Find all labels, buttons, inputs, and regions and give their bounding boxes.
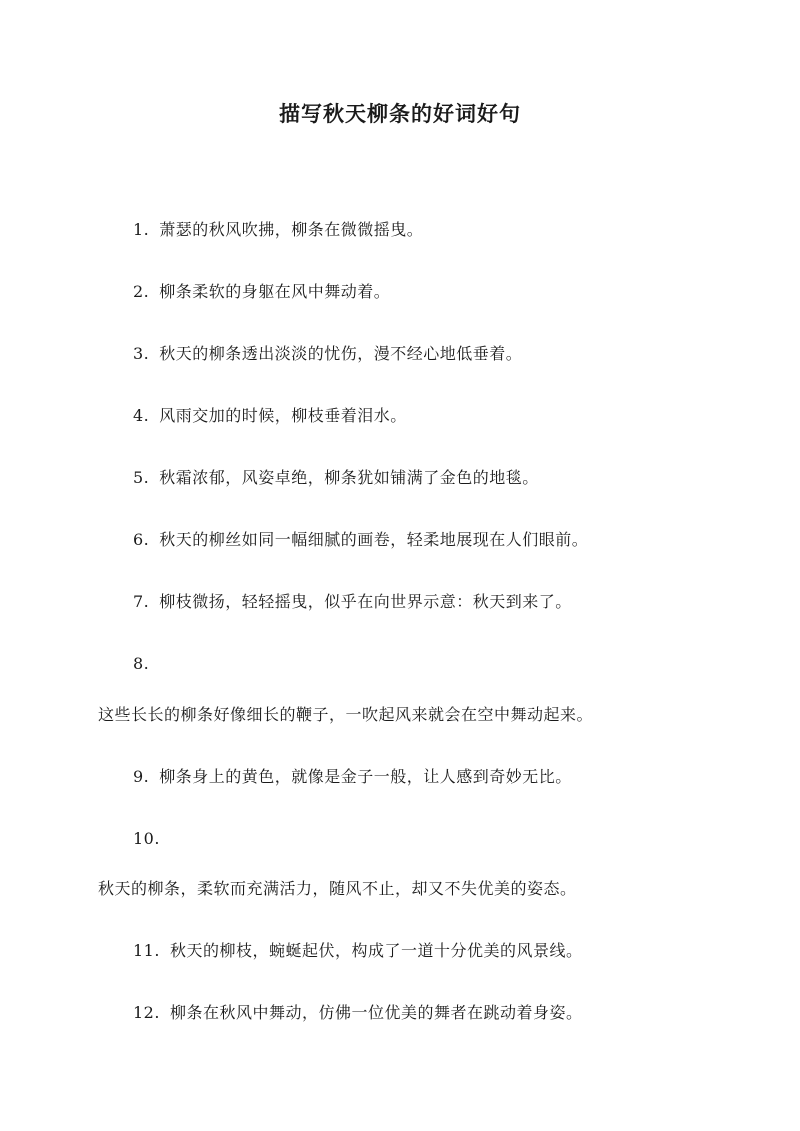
list-item [133,467,539,489]
document-title: 描写秋天柳条的好词好句 [279,101,521,126]
item-number: 8. [133,654,150,673]
item-number: 12. [133,1003,160,1022]
item-text: 柳枝微扬，轻轻摇曳，似乎在向世界示意：秋天到来了。 [159,592,572,611]
list-item [133,1002,582,1024]
item-number: 10. [133,829,160,848]
item-text: 秋天的柳枝，蜿蜒起伏，构成了一道十分优美的风景线。 [169,941,583,960]
list-item [133,591,572,613]
item-number: 1. [133,220,150,239]
item-number: 6. [133,530,150,549]
list-item-text-line [98,704,593,726]
list-item [133,405,407,427]
item-text: 秋天的柳丝如同一幅细腻的画卷，轻柔地展现在人们眼前。 [159,530,589,549]
list-item [133,219,423,241]
item-number: 5. [133,468,150,487]
item-number: 2. [133,282,150,301]
item-text: 秋天的柳条，柔软而充满活力，随风不止，却又不失优美的姿态。 [98,879,577,898]
item-text: 萧瑟的秋风吹拂，柳条在微微摇曳。 [159,220,424,239]
item-text: 风雨交加的时候，柳枝垂着泪水。 [159,406,407,425]
list-item [133,281,390,303]
item-number: 4. [133,406,150,425]
list-item-text-line [98,878,577,900]
item-text: 秋天的柳条透出淡淡的忧伤，漫不经心地低垂着。 [159,344,523,363]
item-number: 7. [133,592,150,611]
item-text: 这些长长的柳条好像细长的鞭子，一吹起风来就会在空中舞动起来。 [98,705,594,724]
list-item [133,343,522,365]
list-item-number-line [133,828,160,850]
item-number: 9. [133,767,150,786]
list-item [133,766,572,788]
item-number: 3. [133,344,150,363]
list-item [133,940,582,962]
item-text: 柳条在秋风中舞动，仿佛一位优美的舞者在跳动着身姿。 [169,1003,583,1022]
item-text: 柳条柔软的身躯在风中舞动着。 [159,282,391,301]
item-text: 秋霜浓郁，风姿卓绝，柳条犹如铺满了金色的地毯。 [159,468,539,487]
list-item-number-line [133,653,149,675]
item-text: 柳条身上的黄色，就像是金子一般，让人感到奇妙无比。 [159,767,572,786]
item-number: 11. [133,941,160,960]
list-item [133,529,588,551]
